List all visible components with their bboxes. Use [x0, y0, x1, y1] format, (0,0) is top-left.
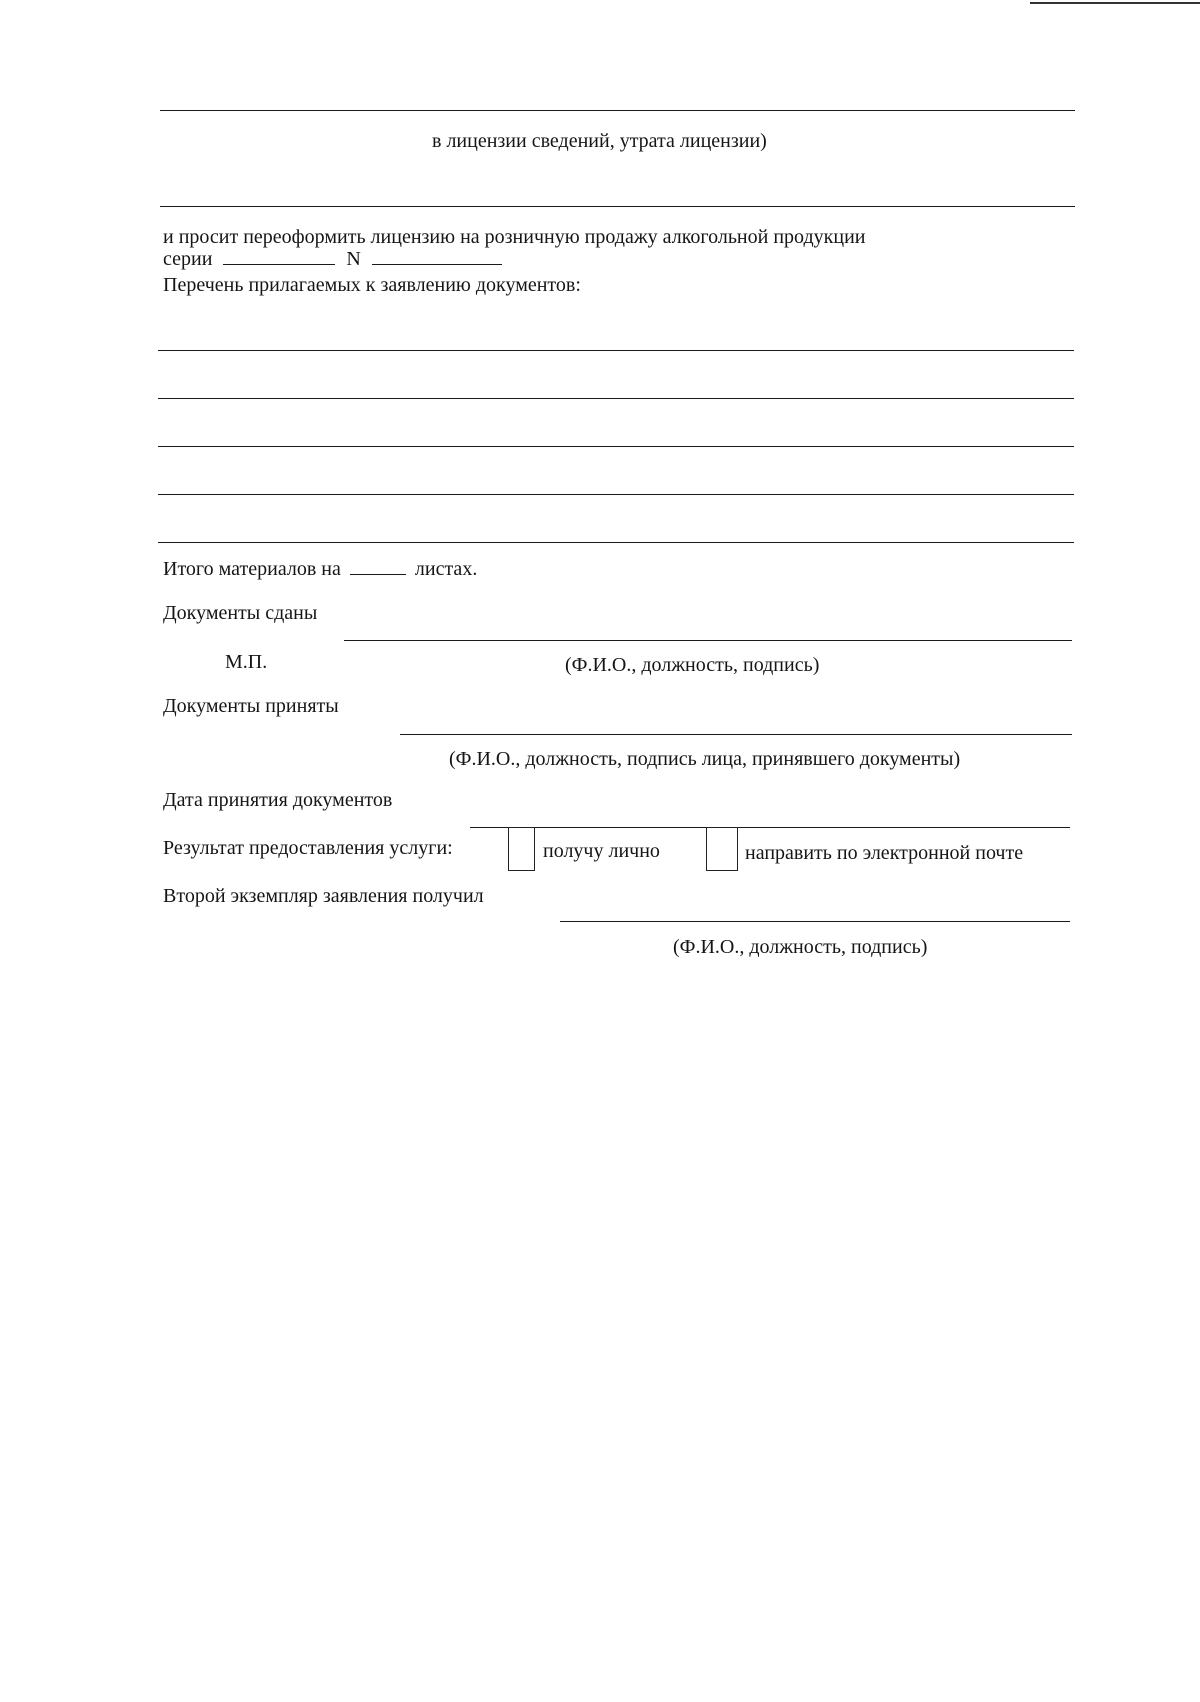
option-email: направить по электронной почте: [745, 842, 1024, 864]
total-suffix: листах.: [414, 558, 478, 580]
attachment-line-5[interactable]: [158, 542, 1074, 543]
stamp-label: М.П.: [225, 651, 268, 673]
number-label: N: [346, 248, 361, 270]
request-line: и просит переоформить лицензию на розничную продажу алкогольной продукции: [163, 226, 866, 248]
license-number-input[interactable]: [372, 246, 502, 265]
series-input[interactable]: [223, 246, 335, 265]
submitted-signature-line[interactable]: [344, 640, 1072, 641]
second-copy-signature-line[interactable]: [560, 921, 1070, 922]
accepted-caption: (Ф.И.О., должность, подпись лица, принявшего документы): [449, 748, 961, 770]
total-materials-row: [163, 556, 477, 581]
email-delivery-checkbox[interactable]: [706, 827, 738, 871]
attachment-line-2[interactable]: [158, 398, 1074, 399]
attachment-line-1[interactable]: [158, 350, 1074, 351]
scan-edge-mark: [1030, 2, 1200, 4]
attachment-line-4[interactable]: [158, 494, 1074, 495]
docs-submitted-label: Документы сданы: [163, 602, 318, 624]
series-label: серии: [163, 248, 213, 270]
top-fill-line: [160, 110, 1075, 111]
accepted-signature-line[interactable]: [400, 734, 1072, 735]
second-copy-caption: (Ф.И.О., должность, подпись): [673, 936, 928, 958]
total-prefix: Итого материалов на: [163, 558, 341, 580]
attachment-line-3[interactable]: [158, 446, 1074, 447]
series-number-row: [163, 246, 502, 271]
personal-pickup-checkbox[interactable]: [508, 827, 535, 871]
acceptance-date-line[interactable]: [470, 827, 1070, 828]
submitted-caption: (Ф.И.О., должность, подпись): [565, 654, 820, 676]
applicant-fill-line: [160, 206, 1075, 207]
option-personal: получу лично: [543, 840, 660, 862]
attachments-label: Перечень прилагаемых к заявлению документов:: [163, 274, 581, 296]
header-caption: в лицензии сведений, утрата лицензии): [432, 130, 767, 152]
sheet-count-input[interactable]: [350, 556, 406, 575]
acceptance-date-label: Дата принятия документов: [163, 789, 393, 811]
docs-accepted-label: Документы приняты: [163, 695, 339, 717]
second-copy-label: Второй экземпляр заявления получил: [163, 885, 484, 907]
result-label: Результат предоставления услуги:: [163, 837, 453, 859]
